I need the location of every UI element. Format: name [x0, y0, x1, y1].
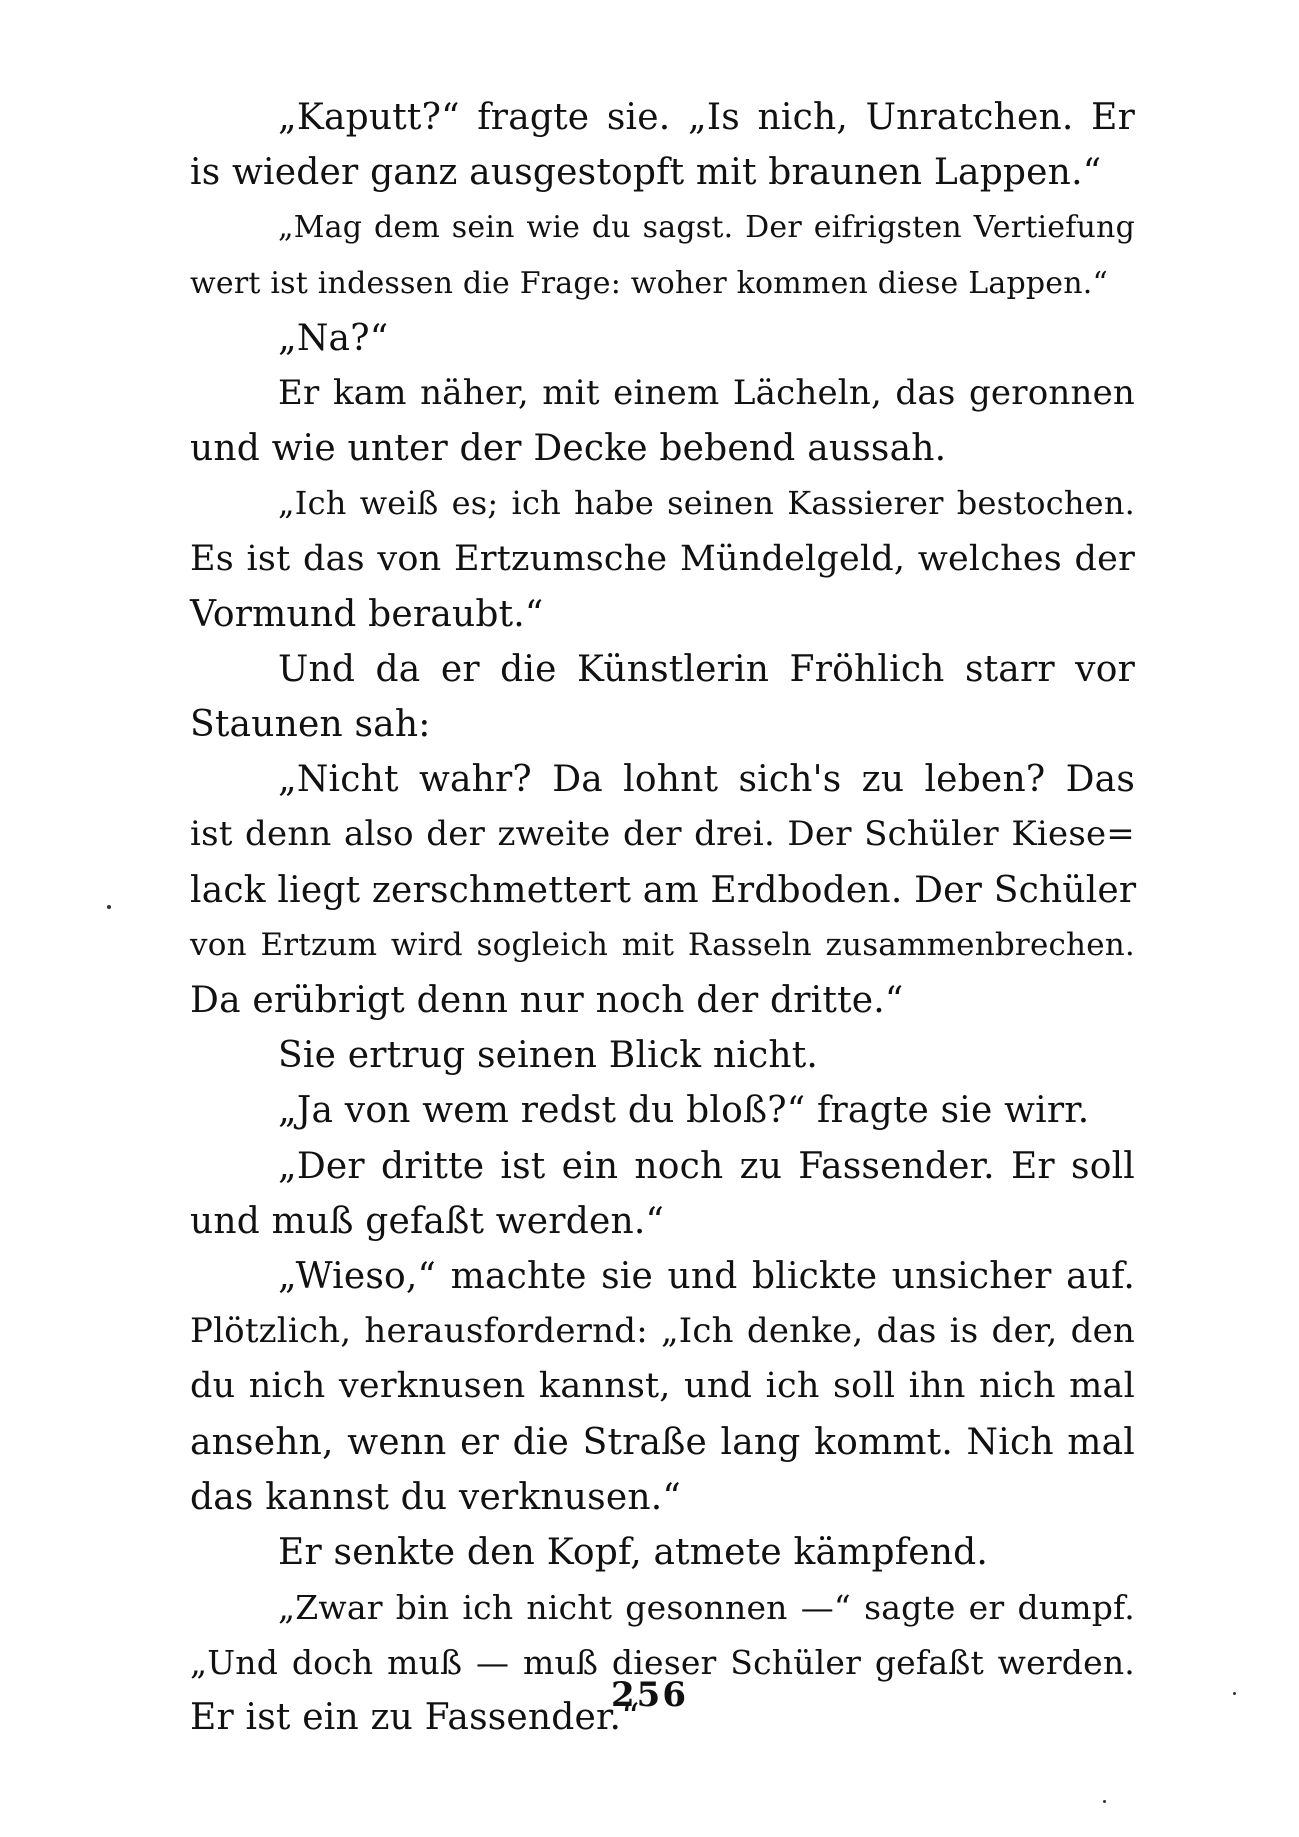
text-line: Er senkte den Kopf, atmete kämpfend.	[278, 1531, 989, 1573]
text-line: lack liegt zerschmettert am Erdboden. Der Schüler	[190, 869, 1137, 911]
text-line: von Ertzum wird sogleich mit Rasseln zusammenbrechen.	[190, 926, 1135, 963]
text-line: is wieder ganz ausgestopft mit braunen Lappen.“	[190, 152, 1102, 194]
scan-speck	[1103, 1800, 1106, 1803]
text-line: das kannst du verknusen.“	[190, 1476, 681, 1518]
text-line: „Wieso,“ machte sie und blickte unsicher auf.	[278, 1255, 1135, 1297]
text-line: „Nicht wahr? Da lohnt sich's zu leben? Das	[278, 759, 1135, 801]
text-line: „Der dritte ist ein noch zu Fassender. Er soll	[278, 1145, 1135, 1187]
scan-speck	[1233, 1692, 1236, 1695]
text-line: ist denn also der zweite der drei. Der Schüler Kiese=	[190, 814, 1135, 855]
scan-speck	[107, 905, 111, 909]
text-line: Vormund beraubt.“	[190, 593, 544, 635]
page-number: 256	[611, 1675, 688, 1715]
text-line: Es ist das von Ertzumsche Mündelgeld, welches der	[190, 538, 1135, 579]
text-line: Plötzlich, herausfordernd: „Ich denke, das is der, den	[190, 1311, 1135, 1352]
text-line: ansehn, wenn er die Straße lang kommt. Nich mal	[190, 1421, 1135, 1463]
body-text	[190, 90, 1135, 1746]
text-line: Er kam näher, mit einem Lächeln, das geronnen	[278, 372, 1135, 413]
text-line: „Ja von wem redst du bloß?“ fragte sie wirr.	[278, 1090, 1090, 1132]
text-line: „Mag dem sein wie du sagst. Der eifrigsten Vertiefung	[278, 210, 1135, 246]
text-line: „Kaputt?“ fragte sie. „Is nich, Unratchen. Er	[278, 97, 1135, 138]
text-line: Sie ertrug seinen Blick nicht.	[278, 1035, 819, 1077]
text-line: Staunen sah:	[190, 704, 431, 746]
text-line: „Zwar bin ich nicht gesonnen —“ sagte er dumpf.	[278, 1588, 1135, 1628]
text-line: und wie unter der Decke bebend aussah.	[190, 428, 947, 470]
text-line: Und da er die Künstlerin Fröhlich starr vor	[278, 648, 1135, 690]
text-line: „Und doch muß — muß dieser Schüler gefaßt werden.	[190, 1643, 1135, 1683]
text-line: Da erübrigt denn nur noch der dritte.“	[190, 980, 904, 1021]
text-line: du nich verknusen kannst, und ich soll ihn nich mal	[190, 1366, 1135, 1407]
text-line: Er ist ein zu Fassender.“	[190, 1697, 640, 1739]
text-line: „Ich weiß es; ich habe seinen Kassierer bestochen.	[278, 484, 1135, 523]
text-line: und muß gefaßt werden.“	[190, 1200, 665, 1242]
text-line: „Na?“	[278, 317, 389, 359]
text-line: wert ist indessen die Frage: woher kommen diese Lappen.“	[190, 265, 1108, 301]
